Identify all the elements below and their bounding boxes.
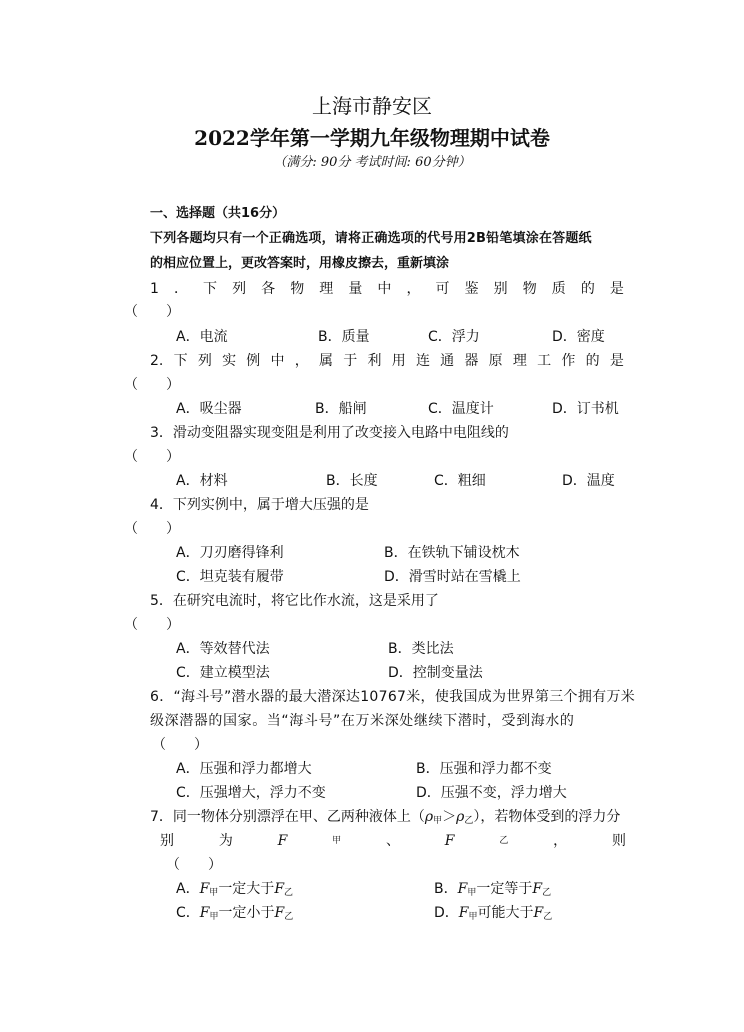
question-4-option-c: C．坦克装有履带 (176, 569, 284, 585)
question-5-answer-bracket: （ ） (124, 617, 180, 633)
section-instruction-line2: 的相应位置上，更改答案时，用橡皮擦去，重新填涂 (150, 256, 450, 271)
section-instruction-line1: 下列各题均只有一个正确选项，请将正确选项的代号用2B铅笔填涂在答题纸 (150, 231, 592, 246)
question-2-stem: 2. 下 列 实 例 中 ， 属 于 利 用 连 通 器 原 理 工 作 的 是 (150, 353, 624, 369)
question-6-answer-bracket: （ ） (152, 737, 208, 753)
question-4-option-d: D．滑雪时站在雪橇上 (384, 569, 521, 585)
question-6-option-d: D．压强不变，浮力增大 (416, 785, 567, 801)
exam-info: （满分: 90分 考试时间: 60分钟） (273, 155, 471, 170)
question-5-option-a: A．等效替代法 (176, 641, 270, 657)
question-3-option-b: B．长度 (326, 473, 378, 489)
question-6-option-b: B．压强和浮力都不变 (416, 761, 552, 777)
question-5-option-b: B．类比法 (388, 641, 454, 657)
question-7-option-d: D．$F_甲$可能大于$F_乙$ (434, 905, 553, 922)
question-3-answer-bracket: （ ） (124, 449, 180, 465)
question-6-option-a: A．压强和浮力都增大 (176, 761, 312, 777)
question-2-option-a: A．吸尘器 (176, 401, 242, 417)
question-7-answer-bracket: （ ） (166, 857, 222, 873)
question-2-answer-bracket: （ ） (124, 377, 180, 393)
question-6-stem-line1: 6．“海斗号”潜水器的最大潜深达10767米，使我国成为世界第三个拥有万米 (150, 689, 636, 705)
question-3-option-d: D．温度 (562, 473, 615, 489)
question-3-option-a: A．材料 (176, 473, 228, 489)
question-2-option-c: C．温度计 (428, 401, 494, 417)
question-3-option-c: C．粗细 (434, 473, 486, 489)
question-7-stem-line2: 别 为 F 甲 、 F 乙 ， 则 (160, 833, 626, 849)
question-1-option-b: B．质量 (318, 329, 370, 345)
question-5-option-c: C．建立模型法 (176, 665, 270, 681)
question-1-option-a: A．电流 (176, 329, 228, 345)
question-7-stem-line1: 7．同一物体分别漂浮在甲、乙两种液体上$(\rho_甲>\rho_乙)$，若物体受到的浮力分 (150, 809, 621, 826)
question-5-stem: 5．在研究电流时，将它比作水流，这是采用了 (150, 593, 439, 609)
question-7-option-b: B．$F_甲$一定等于$F_乙$ (434, 881, 552, 898)
question-2-option-d: D．订书机 (552, 401, 619, 417)
question-4-option-b: B．在铁轨下铺设枕木 (384, 545, 520, 561)
question-4-option-a: A．刀刃磨得锋利 (176, 545, 284, 561)
question-5-option-d: D．控制变量法 (388, 665, 483, 681)
rho-symbol: ρ (456, 809, 465, 825)
question-2-option-b: B．船闸 (315, 401, 367, 417)
section-heading: 一、选择题（共16分） (150, 206, 286, 221)
question-6-option-c: C．压强增大，浮力不变 (176, 785, 326, 801)
question-7-option-c: C．$F_甲$一定小于$F_乙$ (176, 905, 294, 922)
rho-symbol: ρ (424, 809, 434, 825)
question-1-option-c: C．浮力 (428, 329, 480, 345)
question-1-stem: 1 ． 下 列 各 物 理 量 中 ， 可 鉴 别 物 质 的 是 (150, 281, 624, 297)
question-1-option-d: D．密度 (552, 329, 605, 345)
question-3-stem: 3．滑动变阻器实现变阻是利用了改变接入电路中电阻线的 (150, 425, 509, 441)
question-6-stem-line2: 级深潜器的国家。当“海斗号”在万米深处继续下潜时，受到海水的 (150, 713, 575, 729)
question-7-option-a: A．$F_甲$一定大于$F_乙$ (176, 881, 294, 898)
exam-title: 2022学年第一学期九年级物理期中试卷 (194, 126, 550, 150)
exam-region: 上海市静安区 (312, 94, 432, 118)
question-1-answer-bracket: （ ） (124, 304, 180, 320)
question-4-stem: 4．下列实例中，属于增大压强的是 (150, 497, 369, 513)
question-4-answer-bracket: （ ） (124, 521, 180, 537)
